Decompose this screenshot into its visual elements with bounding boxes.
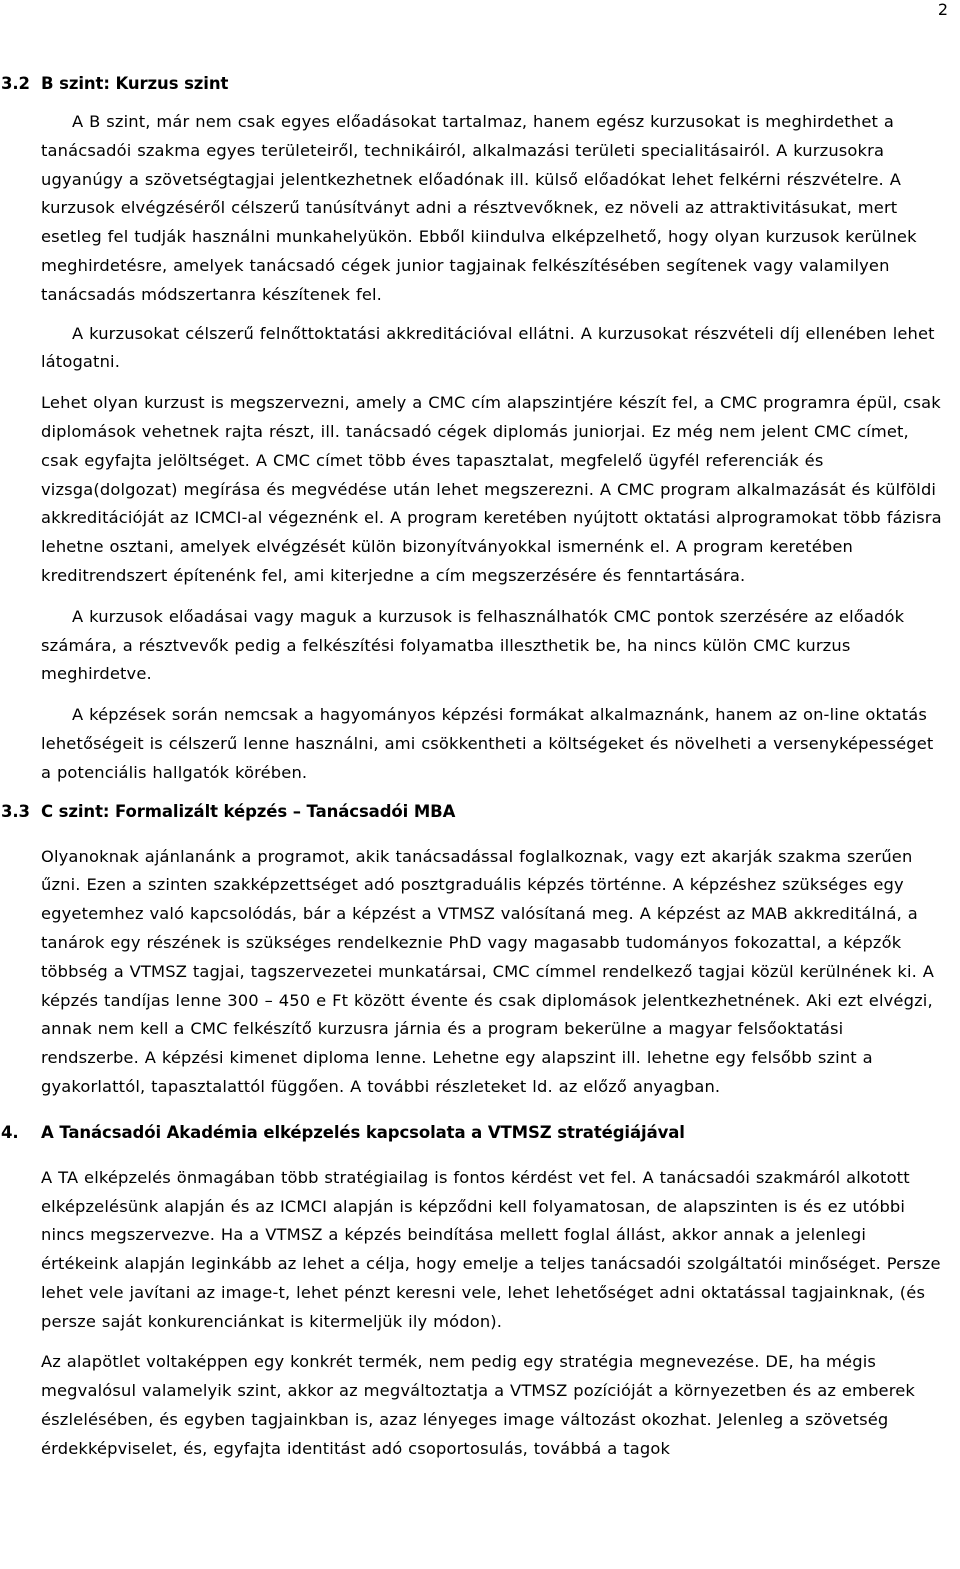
section-heading-3-3	[0, 798, 960, 826]
section-title: B szint: Kurzus szint	[41, 74, 229, 93]
section-number: 3.2	[1, 74, 30, 93]
paragraph: A kurzusok előadásai vagy maguk a kurzusok is felhasználhatók CMC pontok szerzésére az előadók számára, a résztvevők pedig a felkészítési folyamatba illeszthetik be, ha nincs külön CMC kurzus meghirdetve.	[41, 606, 905, 684]
document-body	[0, 70, 960, 1464]
section-number: 4.	[1, 1122, 19, 1142]
paragraph: Lehet olyan kurzust is megszervezni, amely a CMC cím alapszintjére készít fel, a CMC programra épül, csak diplomások vehetnek rajta részt, ill. tanácsadó cégek diplomás juniorjai. Ez még nem jelent CMC címet, csak egyfajta jelöltséget. A CMC címet több éves tapasztalat, megfelelő ügyfél referenciák és vizsga(dolgozat) megírása és megvédése után lehet megszerezni. A CMC program alkalmazását és külföldi akkreditációját az ICMCI-al végeznénk el. A program keretében nyújtott oktatási alprogramokat több fázisra lehetne osztani, amelyek elvégzését külön bizonyítványokkal ismernénk el. A program keretében kreditrendszert építenénk fel, ami kiterjedne a cím megszerzésére és fenntartására.	[41, 393, 942, 585]
paragraph: A TA elképzelés önmagában több stratégiailag is fontos kérdést vet fel. A tanácsadói szakmáról alkotott elképzelésünk alapján és az ICMCI alapján is képződni kell folyamatosan, de alapszinten is és ez utóbbi nincs megszervezve. Ha a VTMSZ a képzés beindítása mellett foglal állást, akkor annak a jelenlegi értékeink alapján leginkább az lehet a célja, hogy emelje a teljes tanácsadói szolgáltatói minőséget. Persze lehet vele javítani az image-t, lehet pénzt keresni vele, lehet lehetőséget adni oktatással tagjainknak, (és persze saját konkurenciánkat is kitermeljük ily módon).	[41, 1167, 941, 1331]
section-title: C szint: Formalizált képzés – Tanácsadói MBA	[41, 801, 456, 821]
section-number: 3.3	[1, 801, 30, 821]
paragraph: A B szint, már nem csak egyes előadásokat tartalmaz, hanem egész kurzusokat is meghirdethet a tanácsadói szakma egyes területeiről, technikáiról, alkalmazási területi specialitásairól. A kurzusokra ugyanúgy a szövetségtagjai jelentkezhetnek előadónak ill. külső előadókat lehet felkérni részvételre. A kurzusok elvégzéséről célszerű tanúsítványt adni a résztvevőknek, ez növeli az attraktivitásukat, mert esetleg fel tudják használni munkahelyükön. Ebből kiindulva elképzelhető, hogy olyan kurzusok kerülnek meghirdetésre, amelyek tanácsadó cégek junior tagjainak felkészítésében segítenek vagy valamilyen tanácsadás módszertanra készítenek fel.	[41, 112, 917, 304]
paragraph: A képzések során nemcsak a hagyományos képzési formákat alkalmaznánk, hanem az on-line oktatás lehetőségeit is célszerű lenne használni, ami csökkentheti a költségeket és növelheti a versenyképességet a potenciális hallgatók körében.	[41, 705, 934, 782]
section-heading-4	[0, 1119, 960, 1147]
section-title: A Tanácsadói Akadémia elképzelés kapcsolata a VTMSZ stratégiájával	[41, 1122, 685, 1142]
paragraph: Olyanoknak ajánlanánk a programot, akik tanácsadással foglalkoznak, vagy ezt akarják szakma szerűen űzni. Ezen a szinten szakképzettséget adó posztgraduális képzés történne. A képzéshez szükséges egy egyetemhez való kapcsolódás, bár a képzést a VTMSZ valósítaná meg. A képzést az MAB akkreditálná, a tanárok egy részének is szükséges rendelkeznie PhD vagy magasabb tudományos fokozattal, a képzők többség a VTMSZ tagjai, tagszervezetei munkatársai, CMC címmel rendelkező tagjai közül kerülnének ki. A képzés tandíjas lenne 300 – 450 e Ft között évente és csak diplomások jelentkezhetnének. Aki ezt elvégzi, annak nem kell a CMC felkészítő kurzusra járnia és a program bekerülne a magyar felsőoktatási rendszerbe. A képzési kimenet diploma lenne. Lehetne egy alapszint ill. lehetne egy felsőbb szint a gyakorlattól, tapasztalattól függően. A további részleteket ld. az előző anyagban.	[41, 846, 935, 1096]
section-heading-3-2	[0, 70, 960, 98]
paragraph: A kurzusokat célszerű felnőttoktatási akkreditációval ellátni. A kurzusokat részvételi díj ellenében lehet látogatni.	[41, 323, 935, 372]
page-number: 2	[937, 0, 948, 19]
paragraph: Az alapötlet voltaképpen egy konkrét termék, nem pedig egy stratégia megnevezése. DE, ha mégis megvalósul valamelyik szint, akkor az megváltoztatja a VTMSZ pozícióját a környezetben és az emberek észlelésében, és egyben tagjainkban is, azaz lényeges image változást okozhat. Jelenleg a szövetség érdekképviselet, és, egyfajta identitást adó csoportosulás, továbbá a tagok	[41, 1352, 915, 1458]
